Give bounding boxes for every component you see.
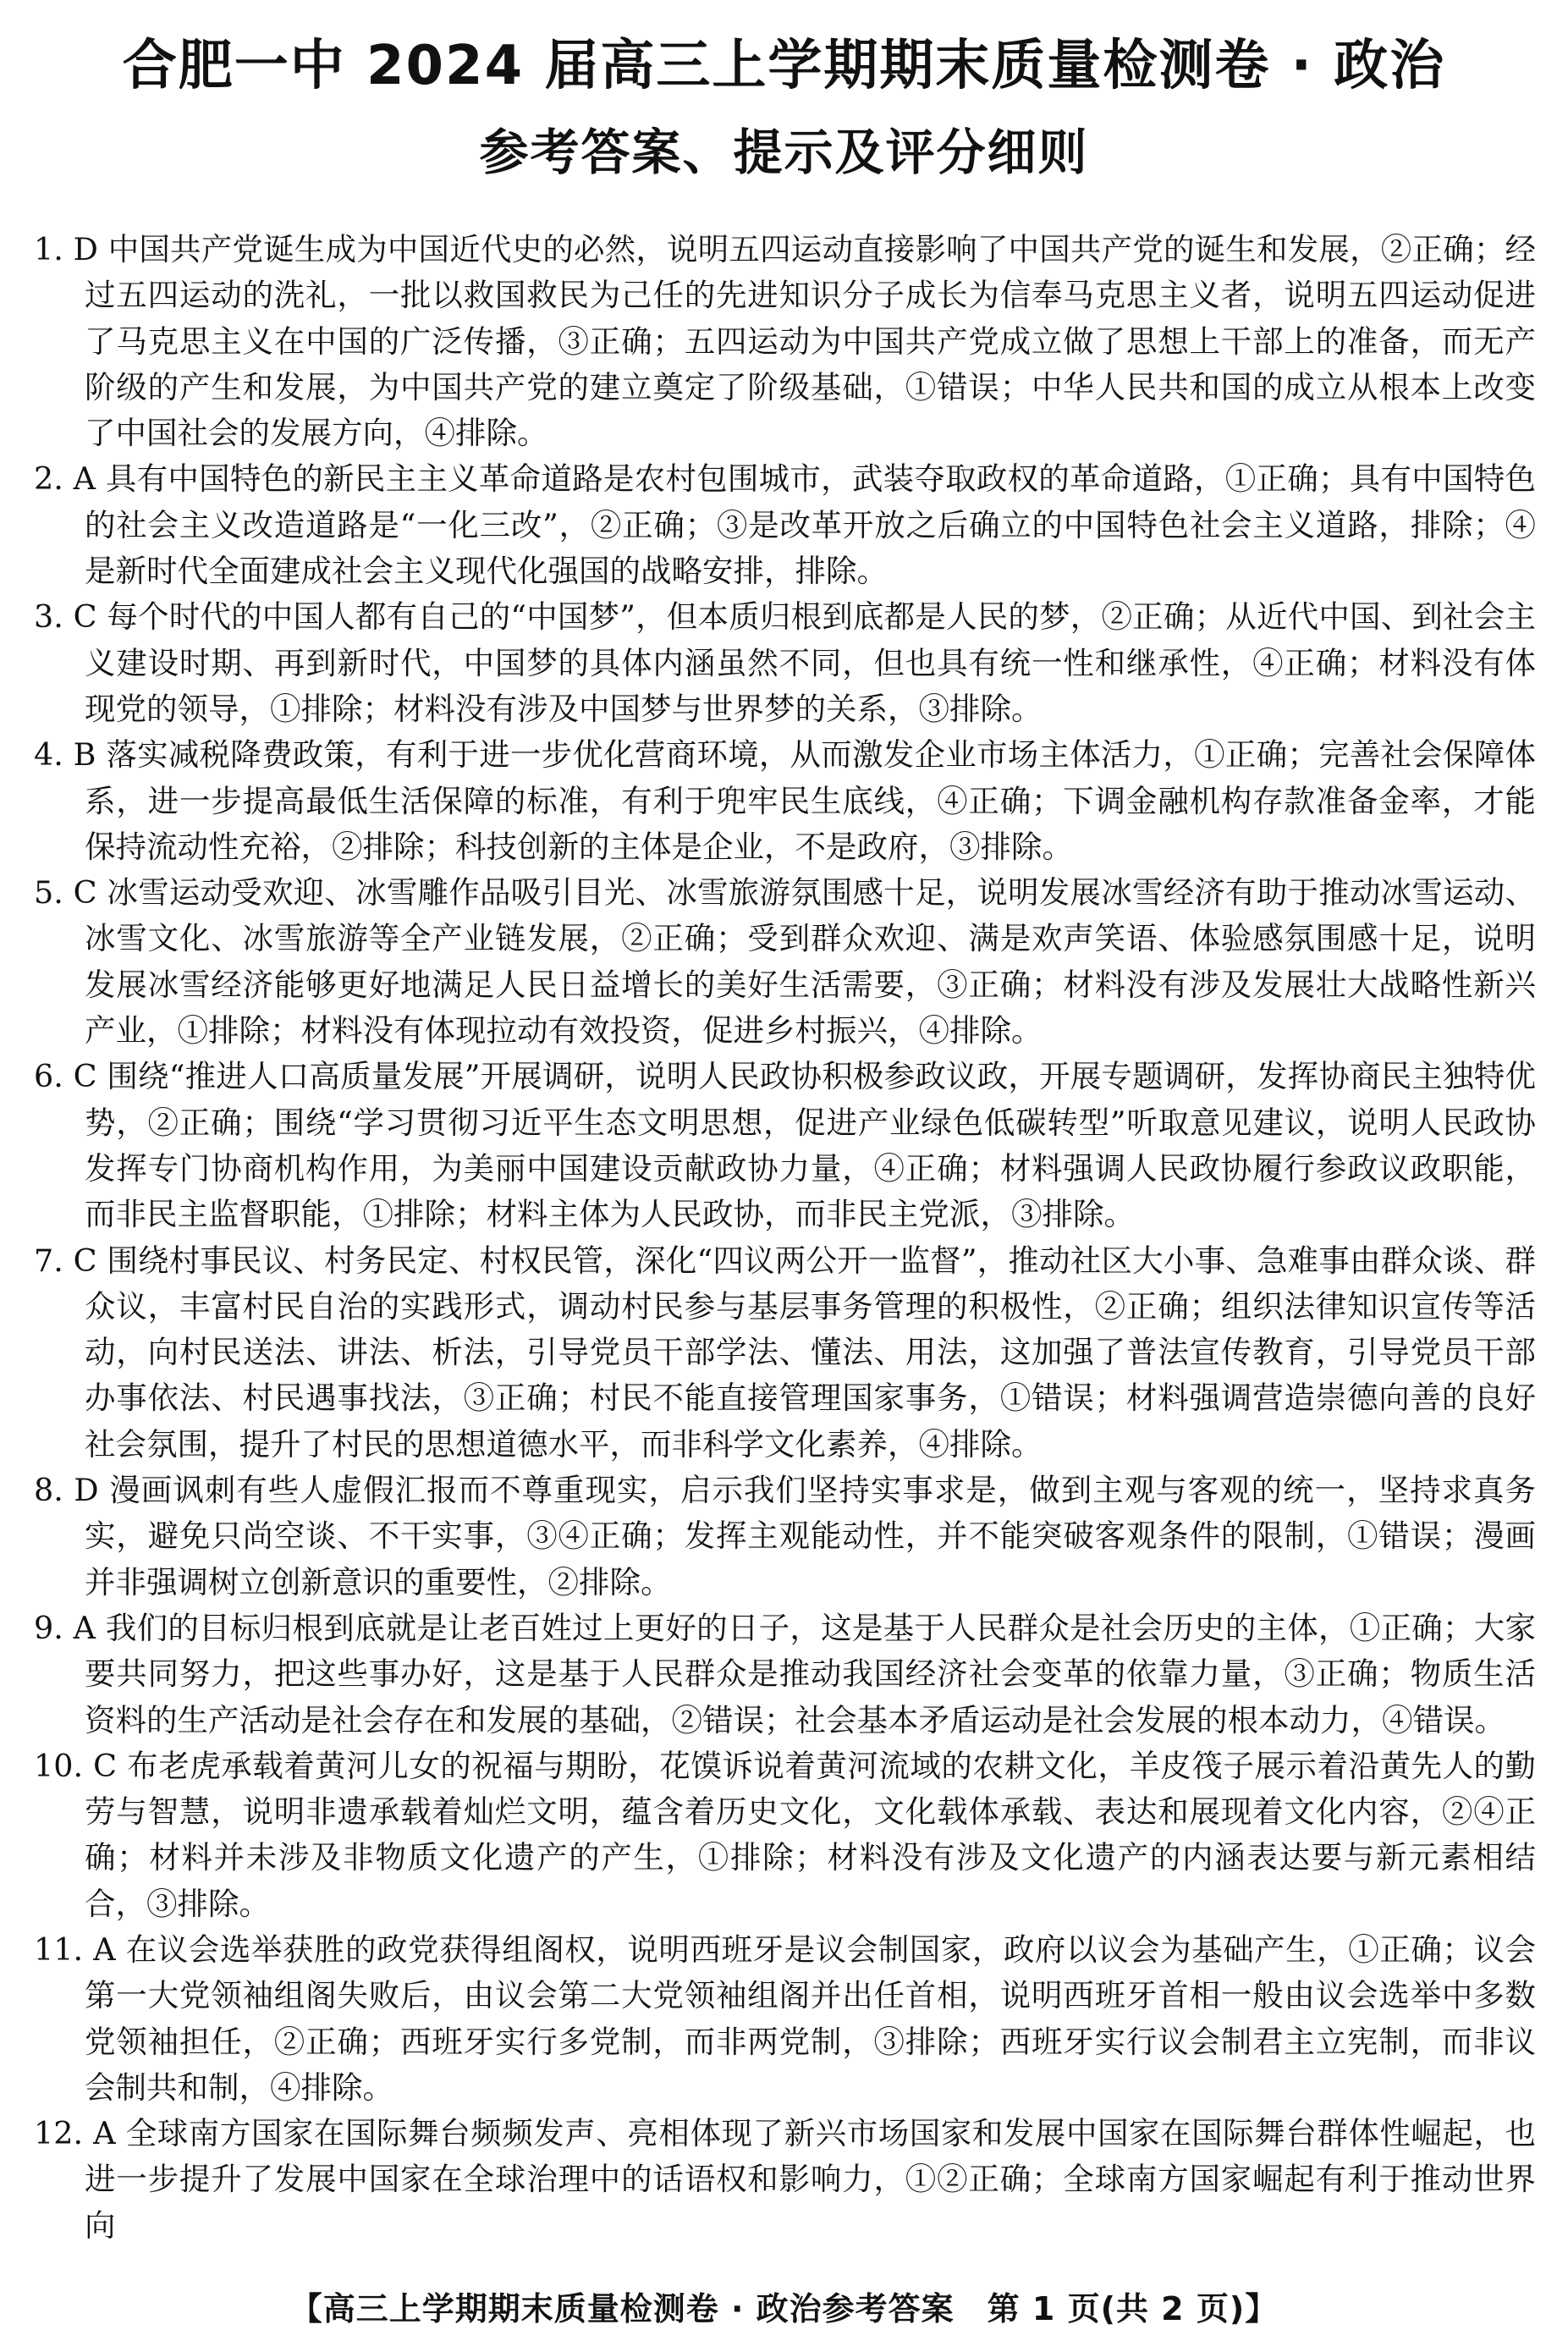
answer-item-6 [34,1054,1536,1237]
answer-number: 4. B [34,736,96,774]
answer-explanation: 漫画讽刺有些人虚假汇报而不尊重现实，启示我们坚持实事求是，做到主观与客观的统一，坚持求真务实，避免只尚空谈、不干实事，③④正确；发挥主观能动性，并不能突破客观条件的限制，①错误；漫画并非强调树立创新意识的重要性，②排除。 [85,1472,1537,1600]
page-subtitle: 参考答案、提示及评分细则 [479,124,1089,181]
page-title: 合肥一中 2024 届高三上学期期末质量检测卷 · 政治 [122,35,1446,97]
answer-number: 8. D [34,1472,99,1509]
answer-item-2 [34,456,1536,594]
answer-number: 6. C [34,1058,97,1095]
answer-number: 1. D [34,231,98,267]
page-footer: 【高三上学期期末质量检测卷 · 政治参考答案 第 1 页(共 2 页)】 [289,2290,1279,2327]
answer-item-9 [34,1606,1536,1743]
answer-list [34,227,1536,2249]
answer-explanation: 每个时代的中国人都有自己的“中国梦”，但本质归根到底都是人民的梦，②正确；从近代中国、到社会主义建设时期、再到新时代，中国梦的具体内涵虽然不同，但也具有统一性和继承性，④正确；材料没有体现党的领导，①排除；材料没有涉及中国梦与世界梦的关系，③排除。 [85,598,1536,727]
answer-item-7 [34,1238,1536,1468]
answer-item-10 [34,1743,1536,1927]
answer-explanation: 全球南方国家在国际舞台频频发声、亮相体现了新兴市场国家和发展中国家在国际舞台群体性崛起，也进一步提升了发展中国家在全球治理中的话语权和影响力，①②正确；全球南方国家崛起有利于推动世界向 [85,2115,1537,2244]
answer-number: 10. C [34,1747,118,1784]
answer-explanation: 冰雪运动受欢迎、冰雪雕作品吸引目光、冰雪旅游氛围感十足，说明发展冰雪经济有助于推动冰雪运动、冰雪文化、冰雪旅游等全产业链发展，②正确；受到群众欢迎、满是欢声笑语、体验感氛围感十足，说明发展冰雪经济能够更好地满足人民日益增长的美好生活需要，③正确；材料没有涉及发展壮大战略性新兴产业，①排除；材料没有体现拉动有效投资，促进乡村振兴，④排除。 [85,874,1537,1049]
page-header [0,30,1568,186]
answer-explanation: 具有中国特色的新民主主义革命道路是农村包围城市，武装夺取政权的革命道路，①正确；具有中国特色的社会主义改造道路是“一化三改”，②正确；③是改革开放之后确立的中国特色社会主义道路，排除；④是新时代全面建成社会主义现代化强国的战略安排，排除。 [85,460,1537,590]
answer-item-11 [34,1927,1536,2111]
answer-explanation: 布老虎承载着黄河儿女的祝福与期盼，花馍诉说着黄河流域的农耕文化，羊皮筏子展示着沿黄先人的勤劳与智慧，说明非遗承载着灿烂文明，蕴含着历史文化，文化载体承载、表达和展现着文化内容，②④正确；材料并未涉及非物质文化遗产的产生，①排除；材料没有涉及文化遗产的内涵表达要与新元素相结合，③排除。 [85,1747,1537,1922]
answer-explanation: 围绕“推进人口高质量发展”开展调研，说明人民政协积极参政议政，开展专题调研，发挥协商民主独特优势，②正确；围绕“学习贯彻习近平生态文明思想，促进产业绿色低碳转型”听取意见建议，说明人民政协发挥专门协商机构作用，为美丽中国建设贡献政协力量，④正确；材料强调人民政协履行参政议政职能，而非民主监督职能，①排除；材料主体为人民政协，而非民主党派，③排除。 [85,1058,1536,1233]
answer-number: 3. C [34,598,97,636]
answer-number: 7. C [34,1242,97,1279]
answer-item-4 [34,732,1536,870]
answer-number: 5. C [34,874,97,912]
answer-number: 9. A [34,1609,96,1646]
answer-number: 2. A [34,460,96,498]
answer-explanation: 围绕村事民议、村务民定、村权民管，深化“四议两公开一监督”，推动社区大小事、急难事由群众谈、群众议，丰富村民自治的实践形式，调动村民参与基层事务管理的积极性，②正确；组织法律知识宣传等活动，向村民送法、讲法、析法，引导党员干部学法、懂法、用法，这加强了普法宣传教育，引导党员干部办事依法、村民遇事找法，③正确；村民不能直接管理国家事务，①错误；材料强调营造崇德向善的良好社会氛围，提升了村民的思想道德水平，而非科学文化素养，④排除。 [85,1242,1536,1462]
answer-number: 11. A [34,1931,116,1968]
answer-number: 12. A [34,2115,116,2152]
answer-explanation: 在议会选举获胜的政党获得组阁权，说明西班牙是议会制国家，政府以议会为基础产生，①正确；议会第一大党领袖组阁失败后，由议会第二大党领袖组阁并出任首相，说明西班牙首相一般由议会选举中多数党领袖担任，②正确；西班牙实行多党制，而非两党制，③排除；西班牙实行议会制君主立宪制，而非议会制共和制，④排除。 [85,1931,1537,2106]
answer-item-3 [34,594,1536,732]
answer-item-12 [34,2111,1536,2249]
answer-explanation: 我们的目标归根到底就是让老百姓过上更好的日子，这是基于人民群众是社会历史的主体，①正确；大家要共同努力，把这些事办好，这是基于人民群众是推动我国经济社会变革的依靠力量，③正确；物质生活资料的生产活动是社会存在和发展的基础，②错误；社会基本矛盾运动是社会发展的根本动力，④错误。 [85,1609,1537,1738]
answer-explanation: 中国共产党诞生成为中国近代史的必然，说明五四运动直接影响了中国共产党的诞生和发展，②正确；经过五四运动的洗礼，一批以救国救民为己任的先进知识分子成长为信奉马克思主义者，说明五四运动促进了马克思主义在中国的广泛传播，③正确；五四运动为中国共产党成立做了思想上干部上的准备，而无产阶级的产生和发展，为中国共产党的建立奠定了阶级基础，①错误；中华人民共和国的成立从根本上改变了中国社会的发展方向，④排除。 [85,231,1537,452]
answer-item-1 [34,227,1536,456]
answer-explanation: 落实减税降费政策，有利于进一步优化营商环境，从而激发企业市场主体活力，①正确；完善社会保障体系，进一步提高最低生活保障的标准，有利于兜牢民生底线，④正确；下调金融机构存款准备金率，才能保持流动性充裕，②排除；科技创新的主体是企业，不是政府，③排除。 [85,736,1537,865]
answer-item-5 [34,870,1536,1054]
answer-item-8 [34,1468,1536,1606]
